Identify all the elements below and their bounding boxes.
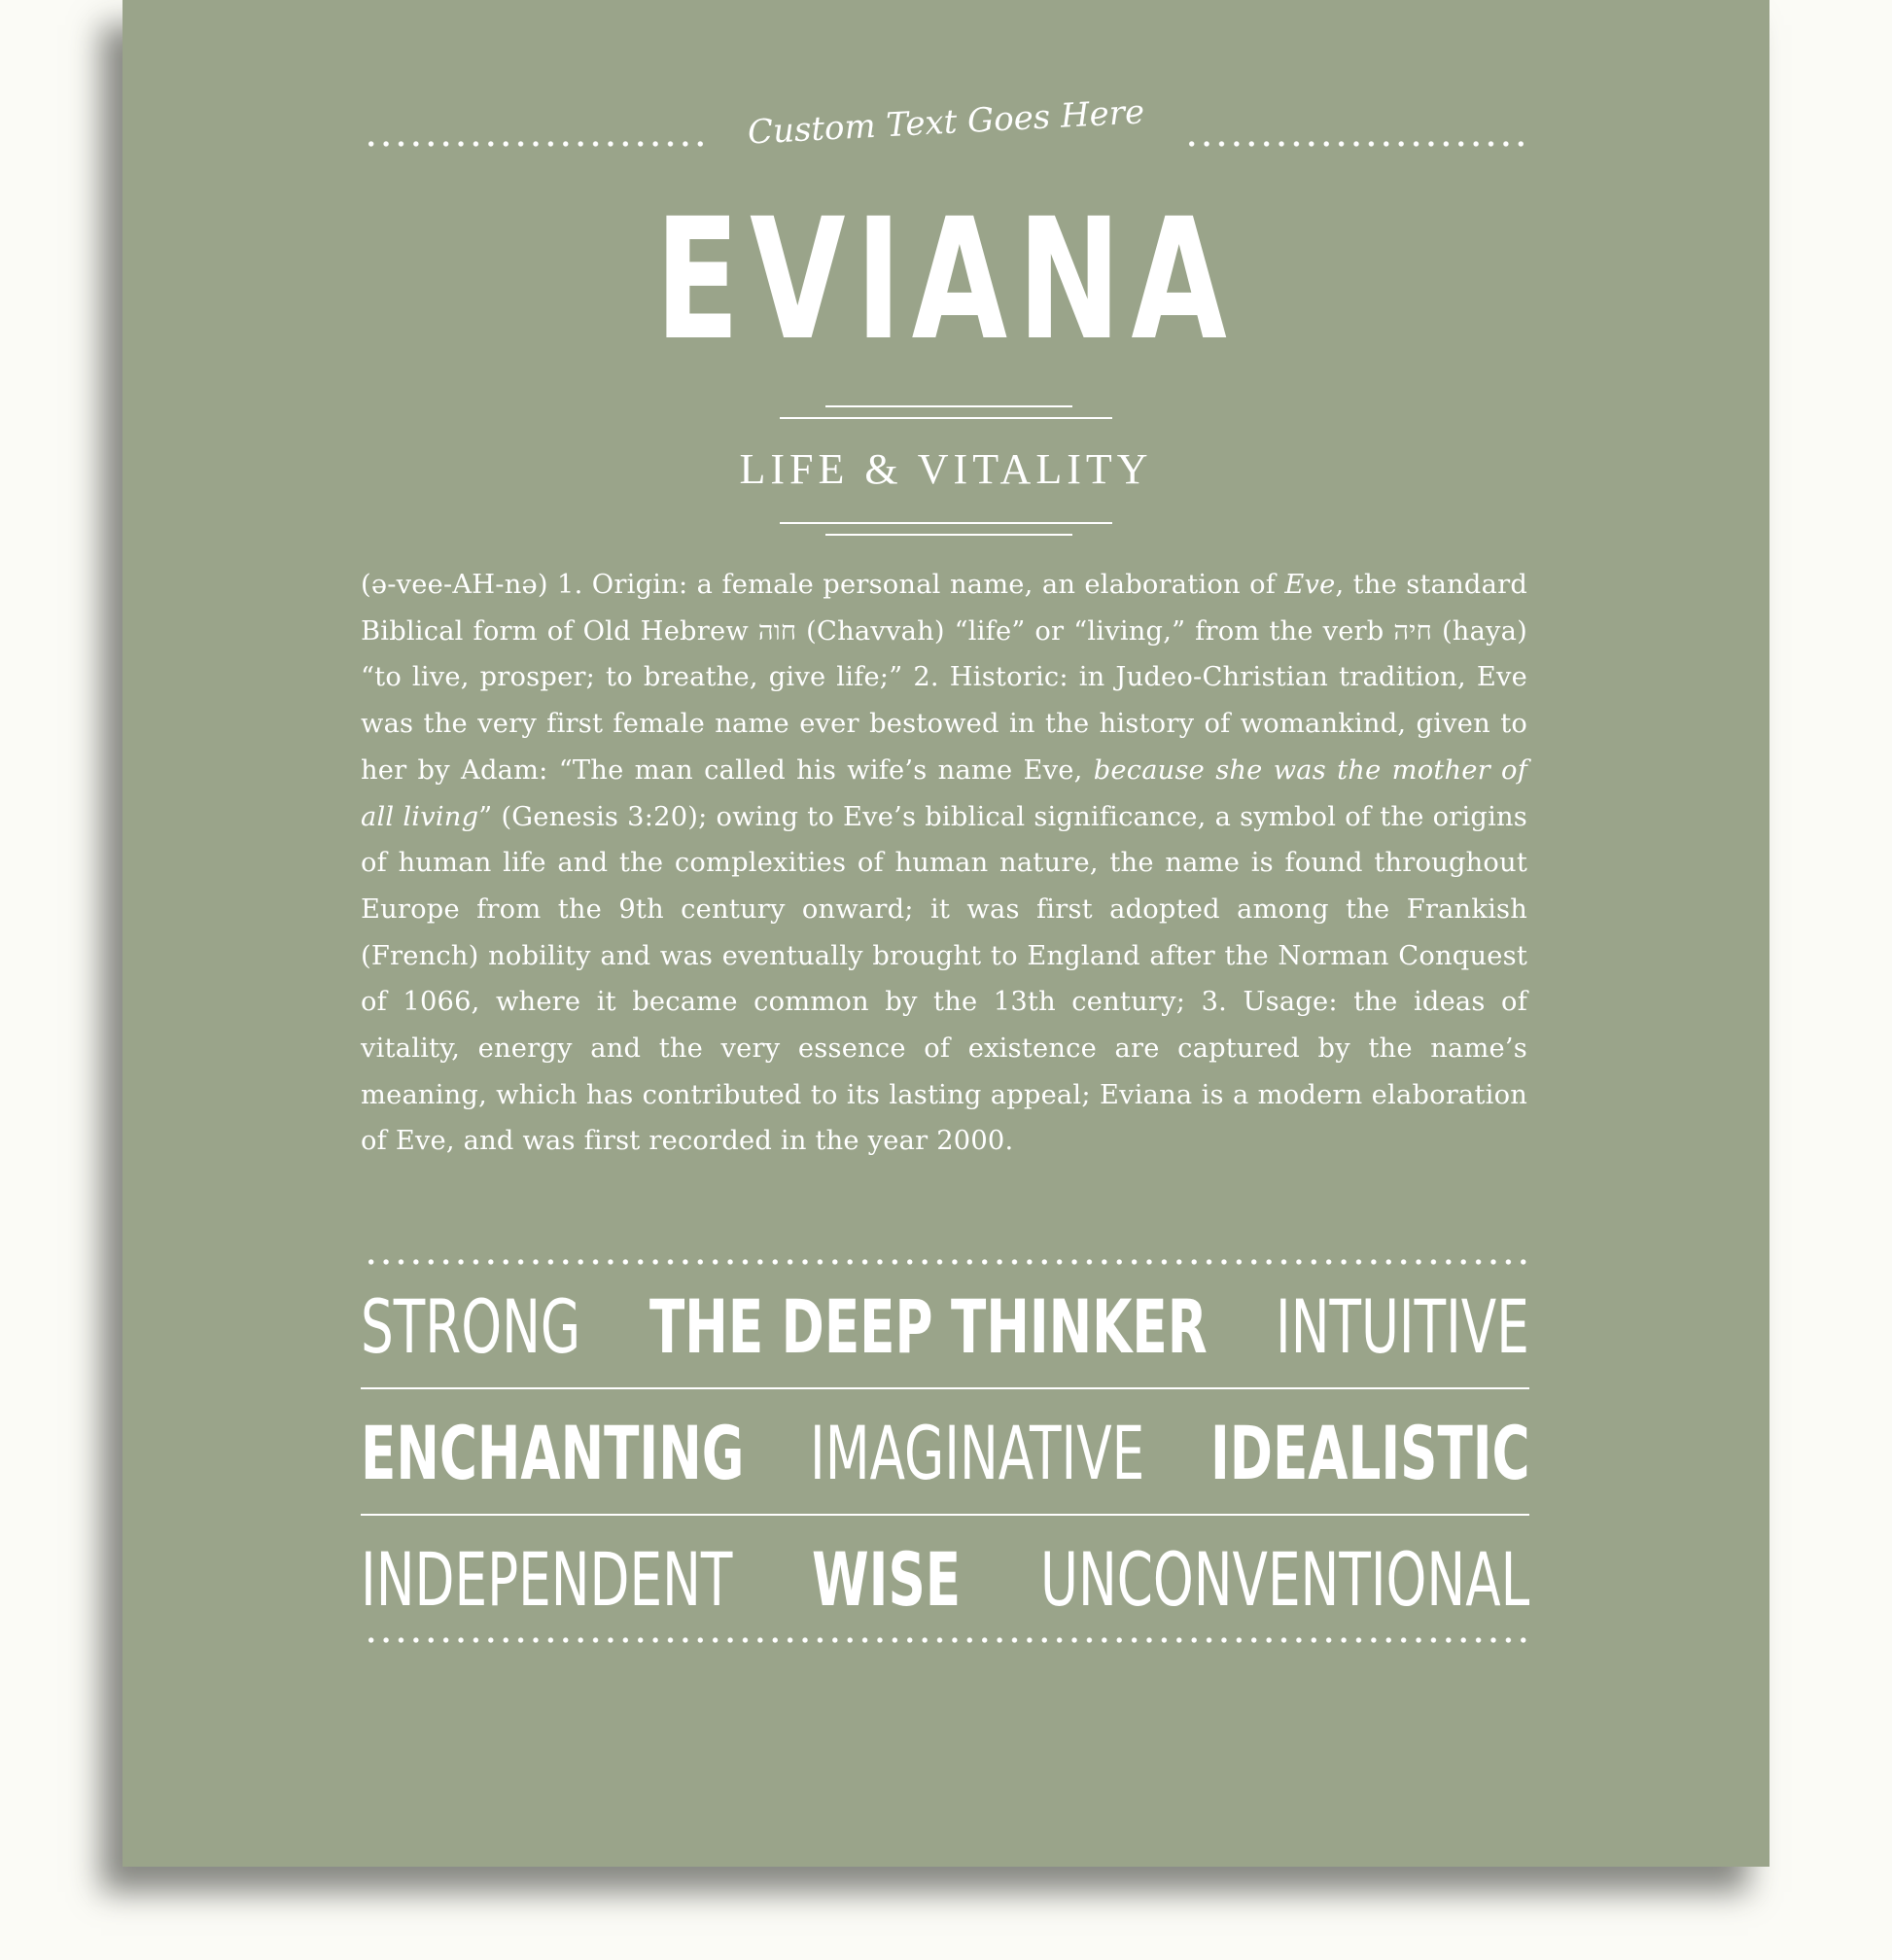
trait-word: WISE — [811, 1536, 961, 1623]
definition-quote-italic: because she was the mother of all living — [361, 754, 1527, 832]
traits-top-dotted-rule — [364, 1259, 1530, 1265]
lower-rule-short — [825, 534, 1072, 536]
trait-word: IDEALISTIC — [1209, 1410, 1530, 1496]
trait-word: IMAGINATIVE — [809, 1410, 1144, 1496]
traits-bottom-dotted-rule — [364, 1637, 1530, 1643]
name-title: EVIANA — [654, 182, 1238, 377]
definition-text: (ə-vee-AH-nə) 1. Origin: a female personal name, an elaboration of — [361, 570, 1285, 600]
trait-word: UNCONVENTIONAL — [1039, 1536, 1529, 1623]
lower-rule-long — [780, 522, 1112, 524]
trait-word: THE DEEP THINKER — [648, 1283, 1208, 1370]
definition-text: ” (Genesis 3:20); owing to Eve’s biblical significance, a symbol of the origins of human life and the complexities of human nature, the name is found throughout Europe from the 9th century onward; it was first adopted among the Frankish (French) nobility and was eventually brought to England after the Norman Conquest of 1066, where it became common by the 13th century; 3. Usage: the ideas of vitality, energy and the very essence of existence are captured by the name’s meaning, which has contributed to its lasting appeal; Eviana is a modern elaboration of Eve, and was first recorded in the year 2000. — [361, 801, 1528, 1157]
name-definition — [361, 562, 1527, 1165]
trait-word: INTUITIVE — [1275, 1283, 1529, 1370]
top-right-dotted-rule — [1184, 141, 1526, 147]
definition-eve-italic: Eve — [1284, 570, 1336, 600]
name-meaning: LIFE & VITALITY — [739, 445, 1153, 493]
trait-word: ENCHANTING — [361, 1410, 745, 1496]
trait-row-separator — [361, 1514, 1529, 1516]
upper-rule-short — [825, 405, 1072, 407]
trait-row-separator — [361, 1387, 1529, 1389]
trait-word: INDEPENDENT — [361, 1536, 733, 1623]
custom-text: Custom Text Goes Here — [746, 92, 1146, 153]
trait-word: STRONG — [361, 1283, 581, 1370]
upper-rule-long — [780, 417, 1112, 419]
name-poster — [123, 0, 1769, 1867]
definition-text: , the standard Biblical form of Old Hebrew חוה (Chavvah) “life” or “living,” from the verb חיה (haya) “to live, prosper; to breathe, give life;” 2. Historic: in Judeo-Christian tradition, Eve was the very first female name ever bestowed in the history of womankind, given to her by Adam: “The man called his wife’s name Eve, — [361, 570, 1527, 786]
